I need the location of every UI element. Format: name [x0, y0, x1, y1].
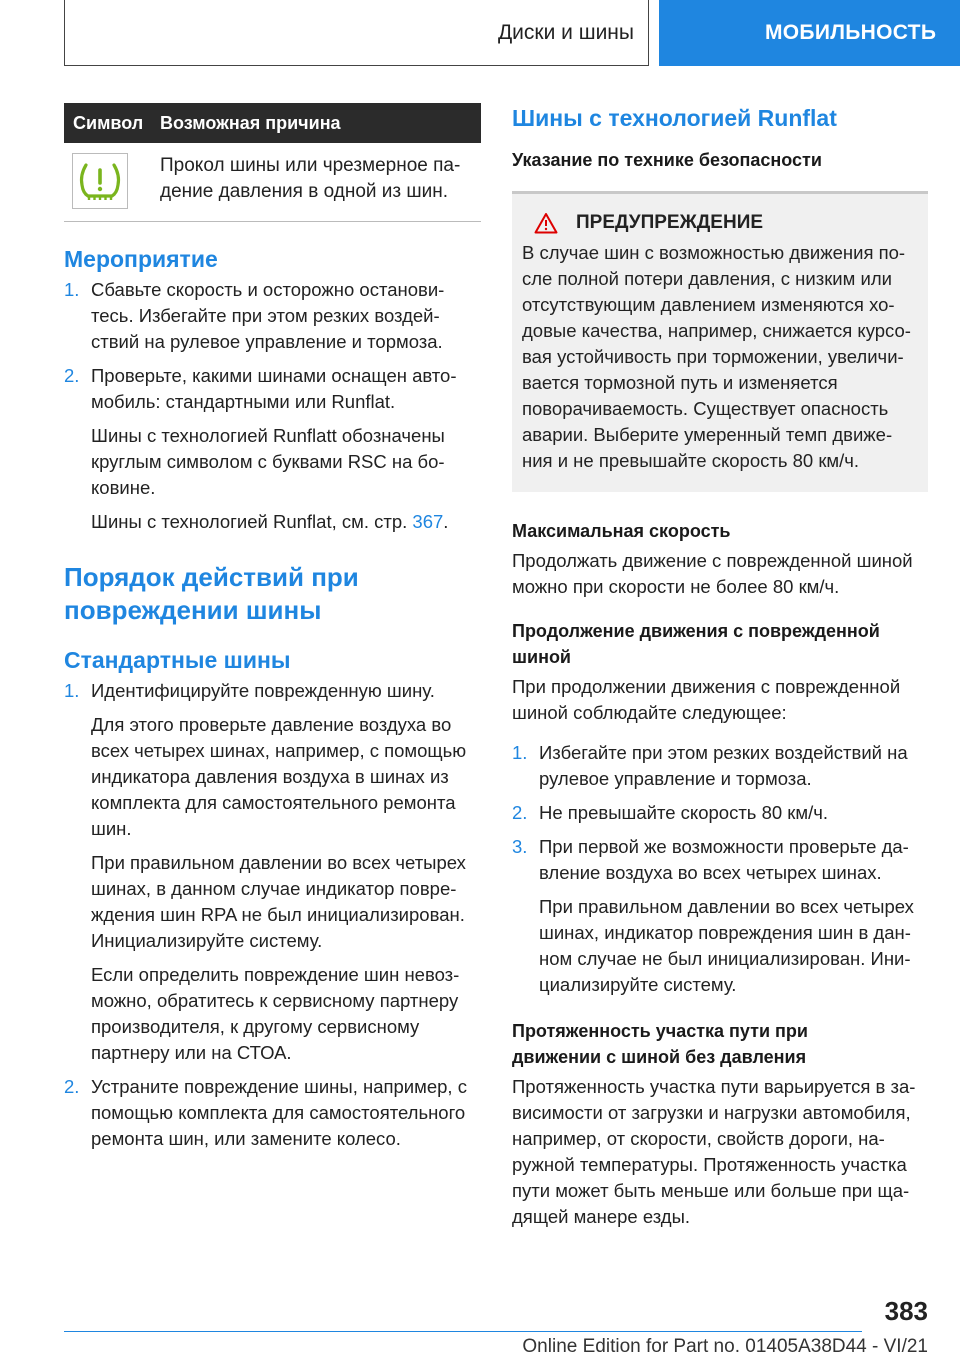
- warning-title: ПРЕДУПРЕЖДЕНИЕ: [576, 212, 764, 233]
- measure-sub-1: Шины с технологией Runflatt обозначены круглым символом с буквами RSC на бо-ковине.: [91, 425, 445, 498]
- std-item-2: [64, 1074, 481, 1152]
- right-column: [512, 103, 928, 1230]
- standard-tires-title: Стандартные шины: [64, 647, 291, 673]
- max-speed-title: Максимальная скорость: [512, 521, 731, 541]
- col-cause-label: Возможная причина: [160, 112, 341, 133]
- header-section: [64, 0, 649, 66]
- continue-text: При продолжении движения с поврежденной шиной соблюдайте следующее:: [512, 676, 901, 723]
- list-number: 3.: [512, 836, 528, 857]
- list-text: Идентифицируйте поврежденную шину.: [91, 680, 435, 701]
- warning-triangle-icon: [534, 212, 558, 234]
- std-sub-2: При правильном давлении во всех четырех шинах, в данном случае индикатор повре-ждения шин RPA не был инициализирован. Инициализируйте систему.: [91, 852, 466, 951]
- col-symbol-label: Символ: [73, 112, 144, 133]
- tire-pressure-warning-icon: [72, 153, 128, 209]
- list-number: 2.: [512, 802, 528, 823]
- measure-sub-2-suffix: .: [443, 511, 449, 532]
- warning-box: [512, 191, 928, 492]
- symbol-cause-text: Прокол шины или чрезмерное па-дение давления в одной из шин.: [160, 155, 461, 202]
- continue-item-3: [512, 834, 928, 886]
- std-item-1: [64, 678, 481, 704]
- warning-text: В случае шин с возможностью движения по-сле полной потери давления, с низким или отсутствующим давлением изменяются хо-довые качества, например, снижается курсо-вая устойчивость при торможении, увеличи-вается тормозной путь и изменяется поворачиваемость. Существует опасность аварии. Выберите умеренный темп движе-ния и не превышайте скорость 80 км/ч.: [522, 242, 911, 471]
- runflat-title: Шины с технологией Runflat: [512, 105, 837, 131]
- page-link-367[interactable]: 367: [412, 511, 444, 532]
- continue-sub: При правильном давлении во всех четырех шинах, индикатор повреждения шин в дан-ном случае не был инициализирован. Ини-циализируйте систему.: [539, 896, 914, 995]
- symbol-table-header: [64, 103, 481, 143]
- header-section-label: Диски и шины: [497, 20, 634, 44]
- list-number: 1.: [64, 680, 80, 701]
- list-number: 1.: [64, 279, 80, 300]
- measure-sub-2-text: Шины с технологией Runflat, см. стр.: [91, 511, 413, 532]
- measure-item-2: [64, 363, 481, 415]
- safety-title: Указание по технике безопасности: [512, 150, 822, 170]
- list-text: При первой же возможности проверьте да-вление воздуха во всех четырех шинах.: [539, 836, 909, 883]
- distance-title: Протяженность участка пути при движении с шиной без давления: [512, 1021, 808, 1067]
- symbol-table-row: [64, 143, 481, 222]
- procedure-title: Порядок действий при повреждении шины: [64, 562, 359, 625]
- continue-item-2: [512, 800, 928, 826]
- list-text: Проверьте, какими шинами оснащен авто-мобиль: стандартными или Runflat.: [91, 365, 457, 412]
- continue-title: Продолжение движения с поврежденной шиной: [512, 621, 880, 667]
- list-text: Устраните повреждение шины, например, с помощью комплекта для самостоятельного ремонта шин, или замените колесо.: [91, 1076, 467, 1149]
- std-sub-3: Если определить повреждение шин невоз-можно, обратитесь к сервисному партнеру производителя, к другому сервисному партнеру или на СТОА.: [91, 964, 460, 1063]
- list-number: 1.: [512, 742, 528, 763]
- max-speed-text: Продолжать движение с поврежденной шиной можно при скорости не более 80 км/ч.: [512, 550, 913, 597]
- list-number: 2.: [64, 365, 80, 386]
- left-column: [64, 103, 481, 1152]
- list-text: Не превышайте скорость 80 км/ч.: [539, 802, 829, 823]
- continue-item-1: [512, 740, 928, 792]
- footer-divider: [64, 1331, 862, 1332]
- list-number: 2.: [64, 1076, 80, 1097]
- std-sub-1: Для этого проверьте давление воздуха во всех четырех шинах, например, с помощью индикатора давления воздуха в шинах из комплекта для самостоятельного ремонта шин.: [91, 714, 467, 839]
- list-text: Сбавьте скорость и осторожно останови-тесь. Избегайте при этом резких воздей-ствий на рулевое управление и тормоза.: [91, 279, 445, 352]
- header-chapter-label: МОБИЛЬНОСТЬ: [765, 21, 937, 44]
- page-number: 383: [884, 1296, 928, 1326]
- distance-text: Протяженность участка пути варьируется в за-висимости от загрузки и нагрузки автомобиля, например, от скорости, свойств дороги, на-ружной температуры. Протяженность участка пути может быть меньше или больше при ща-дящей манере езды.: [512, 1076, 916, 1227]
- header-chapter[interactable]: [659, 0, 960, 66]
- warning-header: [522, 212, 918, 234]
- measure-sub-2: [64, 509, 481, 535]
- edition-label: Online Edition for Part no. 01405A38D44 - VI/21: [522, 1336, 928, 1357]
- measure-item-1: [64, 277, 481, 355]
- list-text: Избегайте при этом резких воздействий на рулевое управление и тормоза.: [539, 742, 908, 789]
- measure-title: Мероприятие: [64, 246, 218, 272]
